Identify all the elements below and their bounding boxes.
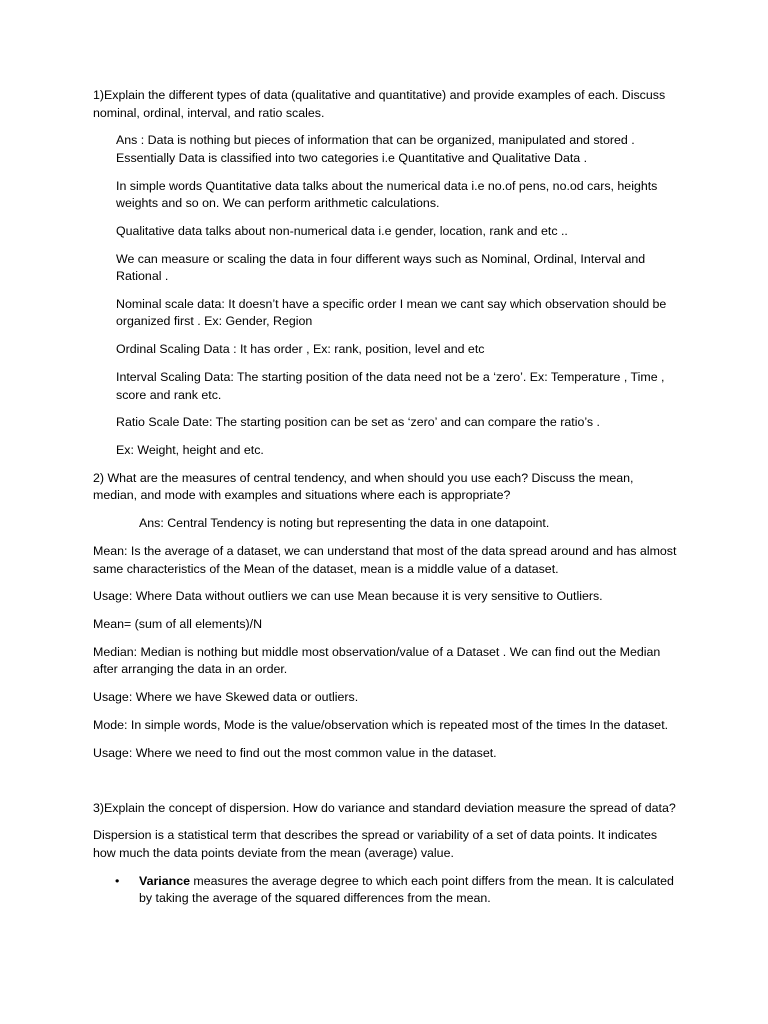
answer-1-paragraph: We can measure or scaling the data in four different ways such as Nominal, Ordinal, Interval and Rational . [116,251,646,284]
mode-definition: Mode: In simple words, Mode is the value/observation which is repeated most of the times In the dataset. [93,718,669,733]
answer-2-intro: Ans: Central Tendency is noting but representing the data in one datapoint. [139,516,550,531]
mean-formula: Mean= (sum of all elements)/N [93,617,263,632]
answer-1-paragraph: In simple words Quantitative data talks about the numerical data i.e no.of pens, no.od cars, heights weights and so on. We can perform arithmetic calculations. [116,178,658,211]
mean-definition: Mean: Is the average of a dataset, we can understand that most of the data spread around and has almost same characteristics of the Mean of the dataset, mean is a middle value of a dataset. [93,544,677,576]
answer-1-paragraph: Ordinal Scaling Data : It has order , Ex: rank, position, level and etc [116,342,485,357]
bullet-term: Variance [139,873,190,888]
answer-1-paragraph: Ex: Weight, height and etc. [116,443,264,458]
answer-1-paragraph: Interval Scaling Data: The starting position of the data need not be a ‘zero’. Ex: Temperature , Time , score and rank etc. [116,370,665,402]
answer-1-paragraph: Nominal scale data: It doesn’t have a specific order I mean we cant say which observation should be organized first . Ex: Gender, Region [116,296,667,329]
answer-1-paragraph: Ratio Scale Date: The starting position can be set as ‘zero’ and can compare the ratio’s . [116,415,600,430]
list-item [93,873,678,908]
mode-usage: Usage: Where we need to find out the most common value in the dataset. [93,745,497,760]
document-body [93,87,678,908]
answer-1-paragraph: Ans : Data is nothing but pieces of information that can be organized, manipulated and stored . Essentially Data is classified into two categories i.e Quantitative and Qualitative Data . [116,133,635,165]
answer-1-paragraph: Qualitative data talks about non-numerical data i.e gender, location, rank and etc .. [116,223,568,238]
answer-3-paragraph: Dispersion is a statistical term that describes the spread or variability of a set of data points. It indicates how much the data points deviate from the mean (average) value. [93,828,658,860]
question-3: 3)Explain the concept of dispersion. How do variance and standard deviation measure the spread of data? [93,800,676,815]
bullet-icon: • [115,873,120,888]
bullet-text: measures the average degree to which each point differs from the mean. It is calculated by taking the average of the squared differences from the mean. [139,873,674,906]
mean-usage: Usage: Where Data without outliers we can use Mean because it is very sensitive to Outliers. [93,589,603,604]
question-1: 1)Explain the different types of data (qualitative and quantitative) and provide examples of each. Discuss nominal, ordinal, interval, and ratio scales. [93,88,666,120]
paragraph-spacer [93,773,678,800]
median-usage: Usage: Where we have Skewed data or outliers. [93,690,359,705]
answer-3-bullet-list [93,873,678,908]
question-2: 2) What are the measures of central tendency, and when should you use each? Discuss the mean, median, and mode with examples and situations where each is appropriate? [93,470,634,503]
median-definition: Median: Median is nothing but middle most observation/value of a Dataset . We can find out the Median after arranging the data in an order. [93,644,661,677]
